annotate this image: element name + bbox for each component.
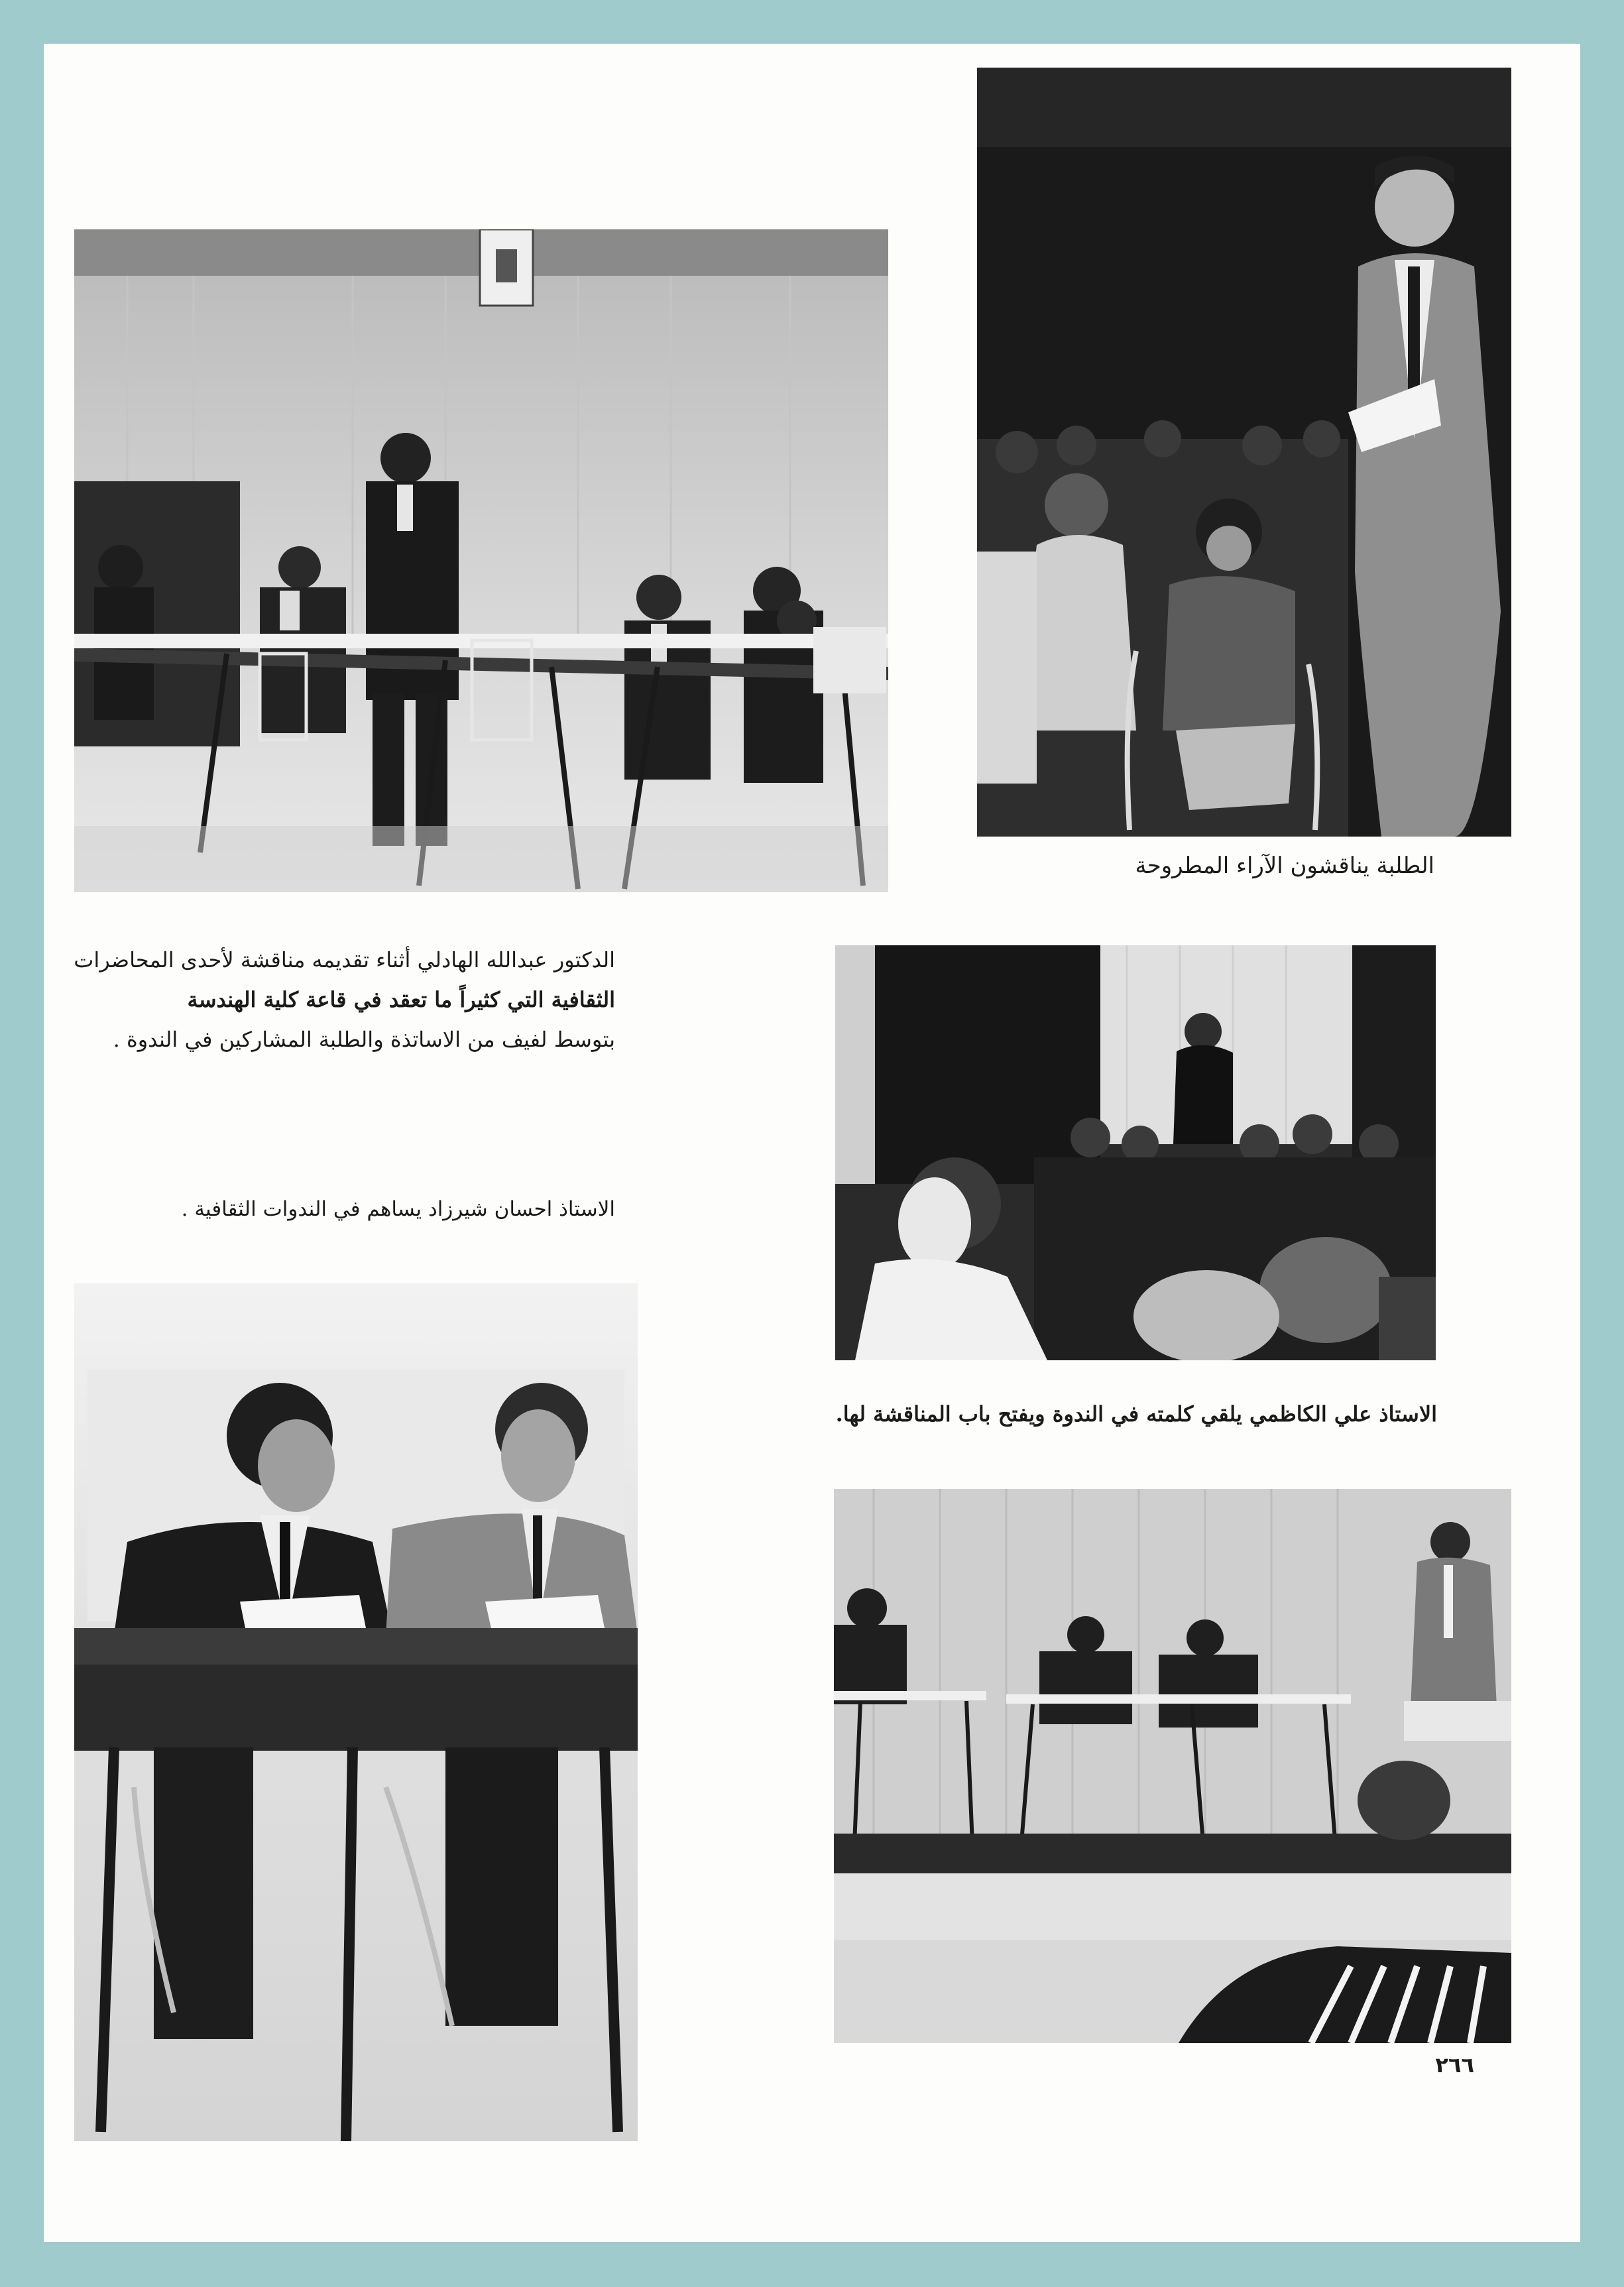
photo-students-discussion [977, 68, 1511, 837]
caption-hadli-line-2: الثقافية التي كثيراً ما تعقد في قاعة كلية الهندسة [187, 987, 615, 1012]
photo-kadhimi-speech [835, 945, 1436, 1360]
caption-kadhimi-text: الاستاذ علي الكاظمي يلقي كلمته في الندوة ويفتح باب المناقشة لها. [835, 1401, 1437, 1427]
caption-shirzad-text: الاستاذ احسان شيرزاد يساهم في الندوات الثقافية . [181, 1197, 615, 1221]
caption-hadli-line-3: بتوسط لفيف من الاساتذة والطلبة المشاركين في الندوة . [113, 1027, 615, 1052]
caption-hadli-line-1: الدكتور عبدالله الهادلي أثناء تقديمه مناقشة لأحدى المحاضرات [74, 947, 615, 972]
caption-shirzad [72, 1197, 615, 1221]
caption-students-text: الطلبة يناقشون الآراء المطروحة [1135, 852, 1434, 879]
caption-kadhimi [827, 1401, 1437, 1427]
photo-stage-panel [834, 1489, 1511, 2043]
book-page [44, 44, 1580, 2242]
page-number: ٢٦٦ [1435, 2052, 1474, 2078]
caption-hadli [72, 940, 615, 1059]
photo-panel-discussion [74, 229, 888, 892]
caption-students [970, 852, 1434, 879]
photo-shirzad-seminar [74, 1283, 638, 2141]
